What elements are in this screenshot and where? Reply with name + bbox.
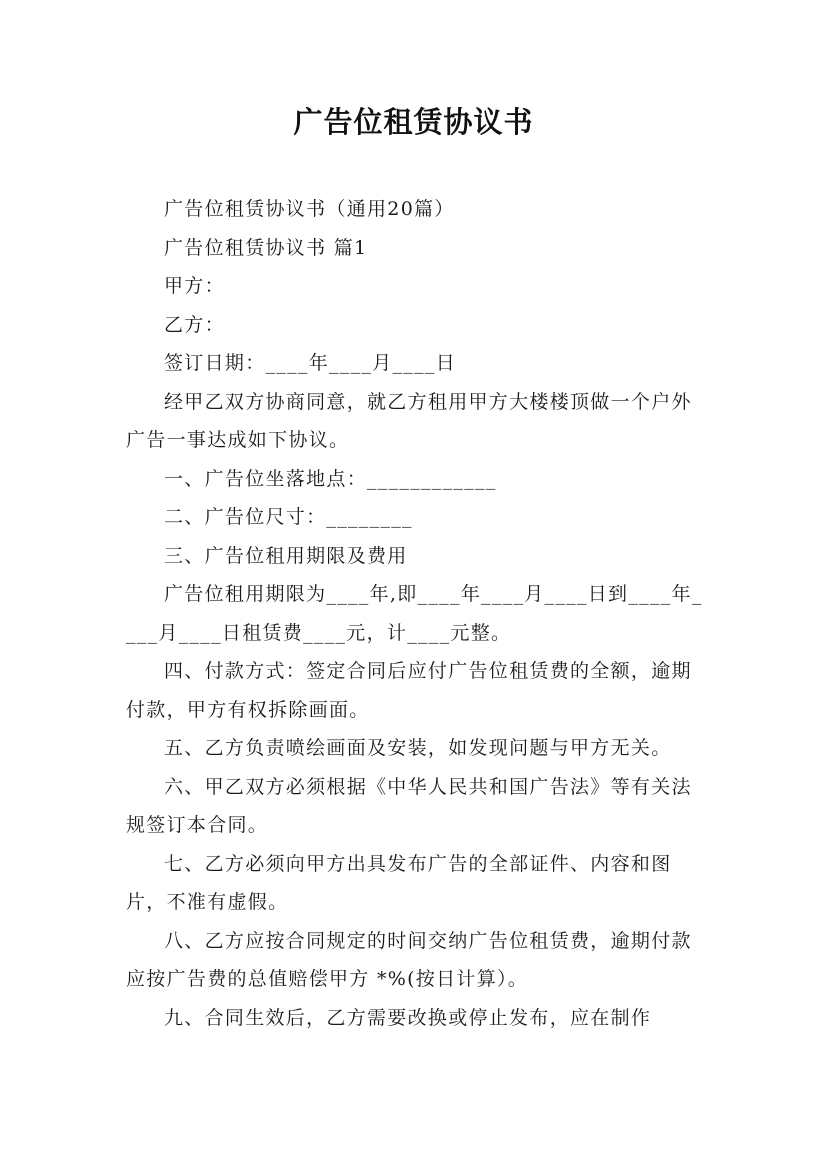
paragraph-clause-8: 八、乙方应按合同规定的时间交纳广告位租赁费，逾期付款应按广告费的总值赔偿甲方 *%(按日计算）。 xyxy=(126,929,692,990)
paragraph-clause-1: 一、广告位坐落地点：____________ xyxy=(164,467,497,490)
paragraph-clause-3-detail: 广告位租用期限为____年,即____年____月____日到____年____月____日租赁费____元，计____元整。 xyxy=(126,583,703,644)
paragraph-clause-4: 四、付款方式：签定合同后应付广告位租赁费的全额，逾期付款，甲方有权拆除画面。 xyxy=(126,660,692,721)
document-title: 广告位租赁协议书 xyxy=(293,105,534,139)
paragraph-clause-7: 七、乙方必须向甲方出具发布广告的全部证件、内容和图片，不准有虚假。 xyxy=(126,852,672,913)
paragraph-intro: 经甲乙双方协商同意，就乙方租用甲方大楼楼顶做一个户外广告一事达成如下协议。 xyxy=(126,390,692,451)
paragraph-clause-9: 九、合同生效后，乙方需要改换或停止发布，应在制作 xyxy=(164,1006,652,1029)
paragraph-clause-2: 二、广告位尺寸：________ xyxy=(164,506,413,528)
paragraph-party-b: 乙方： xyxy=(164,313,225,336)
paragraph-party-a: 甲方： xyxy=(164,275,225,297)
paragraph-clause-3: 三、广告位租用期限及费用 xyxy=(164,544,408,567)
paragraph-clause-6: 六、甲乙双方必须根据《中华人民共和国广告法》等有关法规签订本合同。 xyxy=(126,775,692,836)
paragraph-section-heading: 广告位租赁协议书 篇1 xyxy=(164,236,368,259)
document-body xyxy=(126,190,706,1037)
paragraph-clause-5: 五、乙方负责喷绘画面及安装，如发现问题与甲方无关。 xyxy=(164,737,672,759)
paragraph-sign-date: 签订日期：____年____月____日 xyxy=(164,352,457,374)
paragraph-subtitle: 广告位租赁协议书（通用20篇） xyxy=(164,198,455,220)
